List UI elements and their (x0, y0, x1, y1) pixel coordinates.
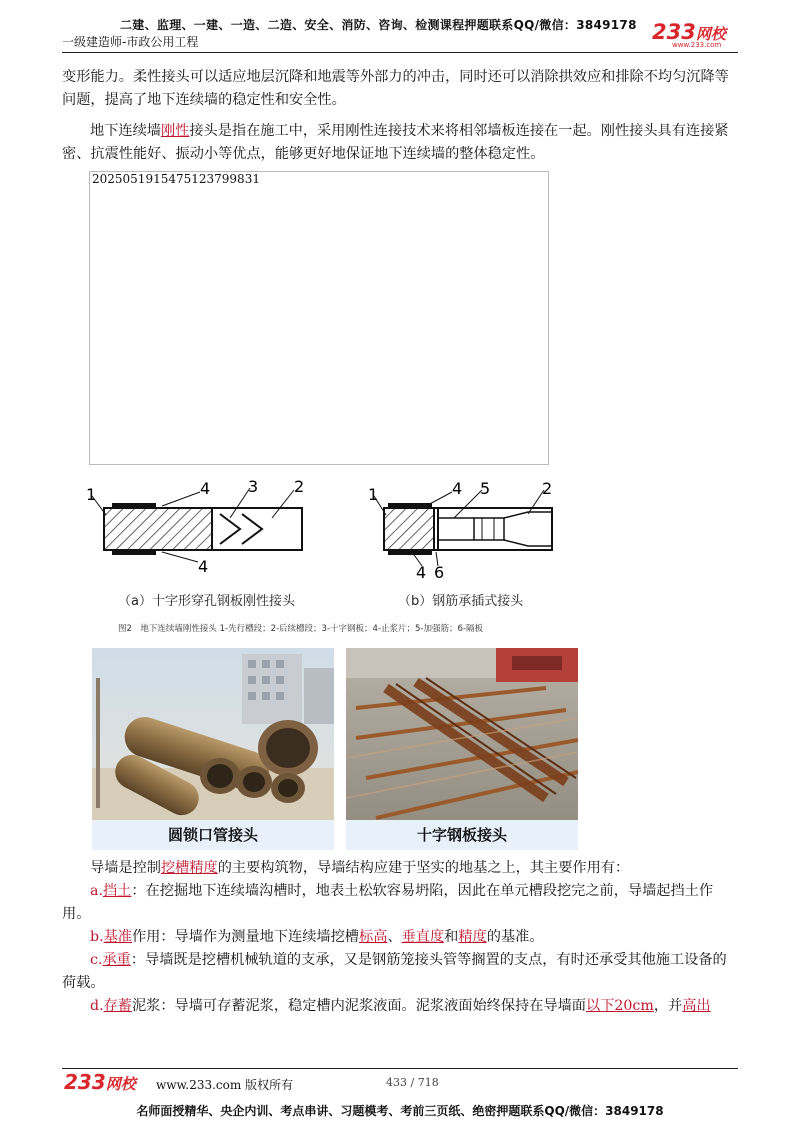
keyword-higher-than[interactable]: 高出 (682, 998, 711, 1014)
diagram-b (368, 479, 552, 582)
keyword-verticality[interactable]: 垂直度 (401, 929, 445, 945)
text-segment: 地下连续墙 (90, 123, 161, 139)
keyword-retain-soil[interactable]: 挡土 (102, 883, 132, 899)
header-subject: 一级建造师-市政公用工程 (62, 35, 199, 49)
label-4b-top: 4 (452, 479, 463, 498)
list-item-c (62, 949, 738, 995)
grout-stop-bottom-a (112, 550, 156, 555)
footer-contact-line: 名师面授精华、央企内训、考点串讲、习题模考、考前三页纸、绝密押题联系QQ/微信：3849178 (136, 1104, 664, 1118)
photo-round-lock-pipe (92, 648, 334, 850)
list-item-a (62, 880, 738, 926)
logo-text: 网校 (695, 25, 726, 43)
diagram-caption-a: （a）十字形穿孔钢板刚性接头 (118, 594, 295, 609)
item-text: 作用：导墙作为测量地下连续墙挖槽 (131, 929, 359, 945)
figure-2-caption: 图2 地下连续墙刚性接头 1-先行槽段；2-后续槽段；3-十字钢板；4-止浆片；5-加强筋；6-隔板 (118, 624, 483, 634)
diagram-a (86, 477, 304, 576)
text-segment: 导墙是控制 (90, 860, 161, 876)
page-number: 433 / 718 (386, 1076, 439, 1089)
rigid-joint-diagram (82, 470, 562, 640)
keyword-datum[interactable]: 基准 (103, 929, 132, 945)
photo-caption-cross-steel-plate: 十字钢板接头 (346, 820, 578, 850)
list-item-b (62, 926, 738, 949)
logo-number: 233 (652, 20, 696, 44)
header-divider (62, 52, 738, 53)
footer-copyright: www.233.com 版权所有 (156, 1078, 294, 1092)
text-segment: 接头是指在施工中，采用刚性连接技术来将相邻墙板连接在一起。刚性接头具有连接紧密、抗震性能好、振动小等优点，能够更好地保证地下连续墙的整体稳定性。 (62, 123, 729, 162)
item-text: 泥浆：导墙可存蓄泥浆，稳定槽内泥浆液面。泥浆液面始终保持在导墙面 (131, 998, 586, 1014)
grout-stop-top-b (388, 503, 432, 508)
photo-cross-steel-plate (346, 648, 578, 850)
paragraph-guide-wall (62, 857, 738, 880)
label-6b: 6 (434, 563, 445, 582)
label-4a-top: 4 (200, 479, 211, 498)
keyword-trench-accuracy[interactable]: 挖槽精度 (160, 860, 218, 876)
brand-logo (652, 20, 726, 49)
label-4b-bottom: 4 (416, 563, 427, 582)
keyword-elevation[interactable]: 标高 (359, 929, 388, 945)
label-1a: 1 (86, 485, 97, 504)
item-text: 、 (387, 929, 402, 945)
secondary-panel-a (212, 508, 302, 550)
keyword-rigid[interactable]: 刚性 (160, 123, 190, 139)
footer-logo (64, 1070, 136, 1094)
diagram-caption-b: （b）钢筋承插式接头 (398, 594, 524, 609)
keyword-below-20cm[interactable]: 以下20cm (586, 998, 654, 1014)
label-2a: 2 (294, 477, 305, 496)
primary-panel-a (104, 508, 212, 550)
secondary-panel-b (434, 508, 552, 550)
primary-panel-b (384, 508, 434, 550)
header-contact-line: 二建、监理、一建、一造、二造、安全、消防、咨询、检测课程押题联系QQ/微信：3849178 (120, 18, 637, 32)
footer-divider (62, 1068, 738, 1069)
label-1b: 1 (368, 485, 379, 504)
paragraph-flexible-joint: 变形能力。柔性接头可以适应地层沉降和地震等外部力的冲击，同时还可以消除拱效应和排除不均匀沉降等问题，提高了地下连续墙的稳定性和安全性。 (62, 69, 729, 108)
text-segment: 的主要构筑物，导墙结构应建于坚实的地基之上，其主要作用有： (217, 860, 630, 876)
label-3a: 3 (248, 477, 259, 496)
item-letter: d. (90, 998, 104, 1014)
footer-logo-number: 233 (64, 1070, 106, 1094)
list-item-d (62, 995, 738, 1018)
grout-stop-bottom-b (388, 550, 432, 555)
footer-logo-text: 网校 (105, 1075, 136, 1093)
item-text: ，并 (653, 998, 683, 1014)
label-2b: 2 (542, 479, 553, 498)
label-4a-bottom: 4 (198, 557, 209, 576)
keyword-store-slurry[interactable]: 存蓄 (103, 998, 132, 1014)
grout-stop-top-a (112, 503, 156, 508)
item-letter: a. (90, 883, 103, 899)
item-text: 的基准。 (486, 929, 544, 945)
figure-frame (89, 171, 549, 465)
figure-timestamp: 2025051915475123799831 (92, 172, 260, 186)
item-letter: b. (90, 929, 104, 945)
keyword-precision[interactable]: 精度 (458, 929, 487, 945)
keyword-load-bearing[interactable]: 承重 (102, 952, 131, 968)
label-5b: 5 (480, 479, 491, 498)
item-text: ：在挖掘地下连续墙沟槽时，地表土松软容易坍陷，因此在单元槽段挖完之前，导墙起挡土作用。 (62, 883, 714, 922)
photo-caption-round-lock-pipe: 圆锁口管接头 (92, 820, 334, 850)
item-text: ：导墙既是挖槽机械轨道的支承，又是钢筋笼接头管等搁置的支点，有时还承受其他施工设备的荷载。 (62, 952, 727, 991)
logo-url: www.233.com (672, 41, 722, 49)
item-letter: c. (90, 952, 103, 968)
paragraph-rigid-joint (62, 120, 738, 166)
item-text: 和 (444, 929, 459, 945)
